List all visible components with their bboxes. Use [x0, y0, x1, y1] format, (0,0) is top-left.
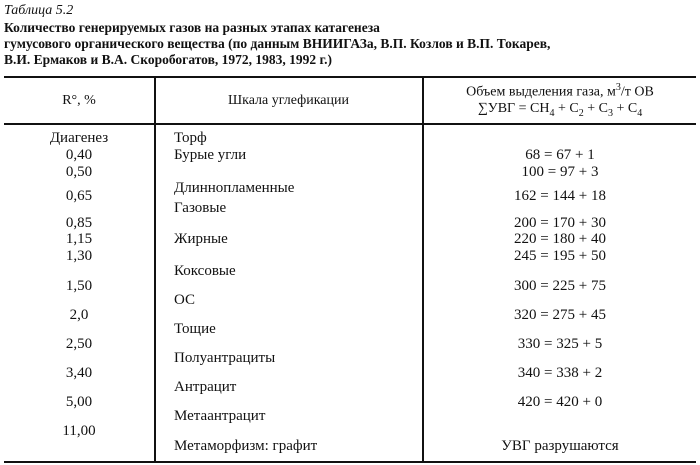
coal-stage: Метаморфизм: графит: [174, 438, 318, 454]
gas-volume: 420 = 420 + 0: [517, 394, 603, 410]
ro-value: 0,40: [65, 147, 93, 163]
header-ro: R°, %: [62, 93, 96, 108]
coal-stage: Жирные: [174, 231, 228, 247]
gas-volume: 300 = 225 + 75: [514, 278, 606, 294]
table-bottom-border: [4, 461, 696, 463]
gas-volume: 162 = 144 + 18: [514, 188, 606, 204]
ro-value: 1,30: [65, 248, 93, 264]
coal-stage: ОС: [174, 292, 196, 308]
ro-value: 1,50: [65, 278, 93, 294]
gas-volume: 200 = 170 + 30: [514, 215, 606, 231]
coal-stage: Длиннопламенные: [174, 180, 295, 196]
table-top-border: [4, 76, 696, 78]
gas-volume: 68 = 67 + 1: [525, 147, 595, 163]
coal-stage: Тощие: [174, 321, 216, 337]
ro-value: 0,50: [65, 164, 93, 180]
gas-volume: 320 = 275 + 45: [514, 307, 606, 323]
coal-stage: Коксовые: [174, 263, 236, 279]
table-title-line-3: В.И. Ермаков и В.А. Скоробогатов, 1972, 1983, 1992 г.): [4, 52, 332, 67]
table-header-border: [4, 123, 696, 125]
ro-value: 3,40: [65, 365, 93, 381]
gas-volume: 220 = 180 + 40: [514, 231, 606, 247]
ro-value: 2,0: [69, 307, 89, 323]
table-caption: Таблица 5.2: [4, 3, 74, 18]
table-title-line-2: гумусового органического вещества (по данным ВНИИГАЗа, В.П. Козлов и В.П. Токарев,: [4, 36, 551, 51]
ro-value: 0,65: [65, 188, 93, 204]
column-divider-1: [154, 77, 156, 462]
ro-value: 5,00: [65, 394, 93, 410]
coal-stage: Бурые угли: [174, 147, 247, 163]
table-title-line-1: Количество генерируемых газов на разных этапах катагенеза: [4, 20, 380, 35]
gas-volume: 245 = 195 + 50: [514, 248, 606, 264]
coal-stage: Антрацит: [174, 379, 237, 395]
header-gas-formula: $\sum УВГ = СН_4 + С_2 + С_3 + С_4$: [477, 101, 643, 119]
coal-stage: Торф: [174, 130, 207, 146]
gas-volume: УВГ разрушаются: [501, 438, 619, 454]
header-gas-volume: Объем выделения газа, $м^3/т$ ОВ: [466, 82, 654, 100]
header-coal-scale: Шкала углефикации: [228, 93, 349, 108]
ro-value: 1,15: [65, 231, 93, 247]
ro-value: Диагенез: [49, 130, 109, 146]
ro-value: 11,00: [62, 423, 96, 439]
coal-stage: Метаантрацит: [174, 408, 266, 424]
ro-value: 2,50: [65, 336, 93, 352]
gas-volume: 330 = 325 + 5: [517, 336, 603, 352]
coal-stage: Газовые: [174, 200, 227, 216]
coal-stage: Полуантрациты: [174, 350, 276, 366]
gas-volume: 100 = 97 + 3: [521, 164, 599, 180]
ro-value: 0,85: [65, 215, 93, 231]
gas-volume: 340 = 338 + 2: [517, 365, 603, 381]
